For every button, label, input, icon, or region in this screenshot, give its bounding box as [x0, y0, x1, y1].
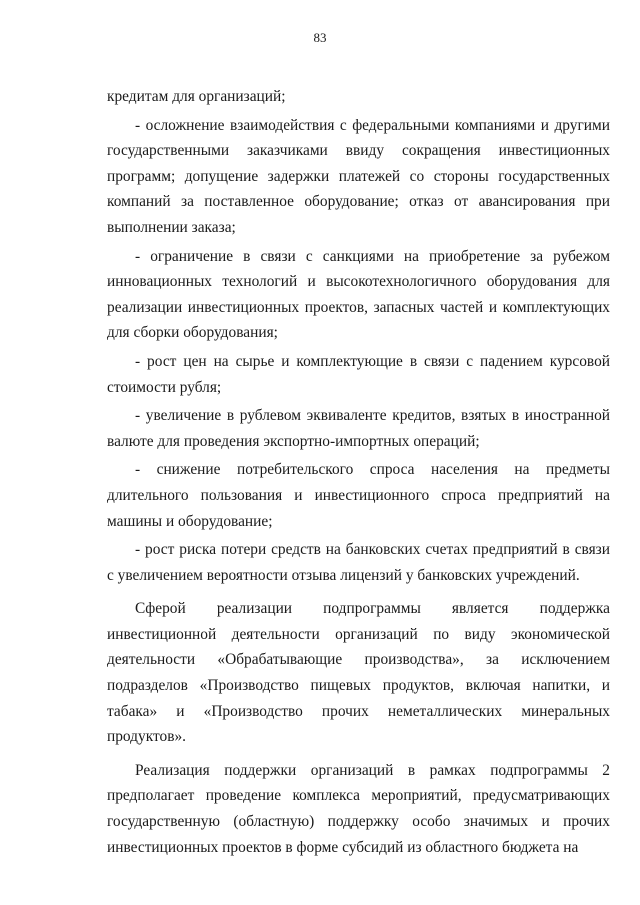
- paragraph-list-item: - рост риска потери средств на банковских счетах предприятий в связи с увеличением вероятности отзыва лицензий у банковских учреждений.: [107, 541, 610, 584]
- page-number: 83: [313, 30, 327, 45]
- paragraph-list-item: - увеличение в рублевом эквиваленте кредитов, взятых в иностранной валюте для проведения экспортно-импортных операций;: [107, 407, 610, 450]
- paragraph-list-item: - рост цен на сырье и комплектующие в связи с падением курсовой стоимости рубля;: [107, 352, 610, 396]
- paragraph-list-item: - ограничение в связи с санкциями на приобретение за рубежом инновационных технологий и высокотехнологичного оборудования для реализации инвестиционных проектов, запасных частей и комплектующих для сборки оборудования;: [107, 247, 610, 342]
- paragraph-body: Сферой реализации подпрограммы является поддержка инвестиционной деятельности организаций по виду экономической деятельности «Обрабатывающие производства», за исключением подразделов «Производство пищевых продуктов, включая напитки, и табака» и «Производство прочих неметаллических минеральных продуктов».: [107, 600, 610, 746]
- paragraph-list-item: - осложнение взаимодействия с федеральными компаниями и другими государственными заказчиками ввиду сокращения инвестиционных программ; допущение задержки платежей со стороны государственных компаний за поставленное оборудование; отказ от авансирования при выполнении заказа;: [107, 116, 610, 236]
- paragraph-continuation: кредитам для организаций;: [107, 88, 286, 105]
- document-body: [107, 84, 610, 860]
- paragraph-body: Реализация поддержки организаций в рамках подпрограммы 2 предполагает проведение комплекса мероприятий, предусматривающих государственную (областную) поддержку особо значимых и прочих инвестиционных проектов в форме субсидий из областного бюджета на: [107, 761, 610, 856]
- paragraph-list-item: - снижение потребительского спроса населения на предметы длительного пользования и инвестиционного спроса предприятий на машины и оборудование;: [107, 461, 610, 530]
